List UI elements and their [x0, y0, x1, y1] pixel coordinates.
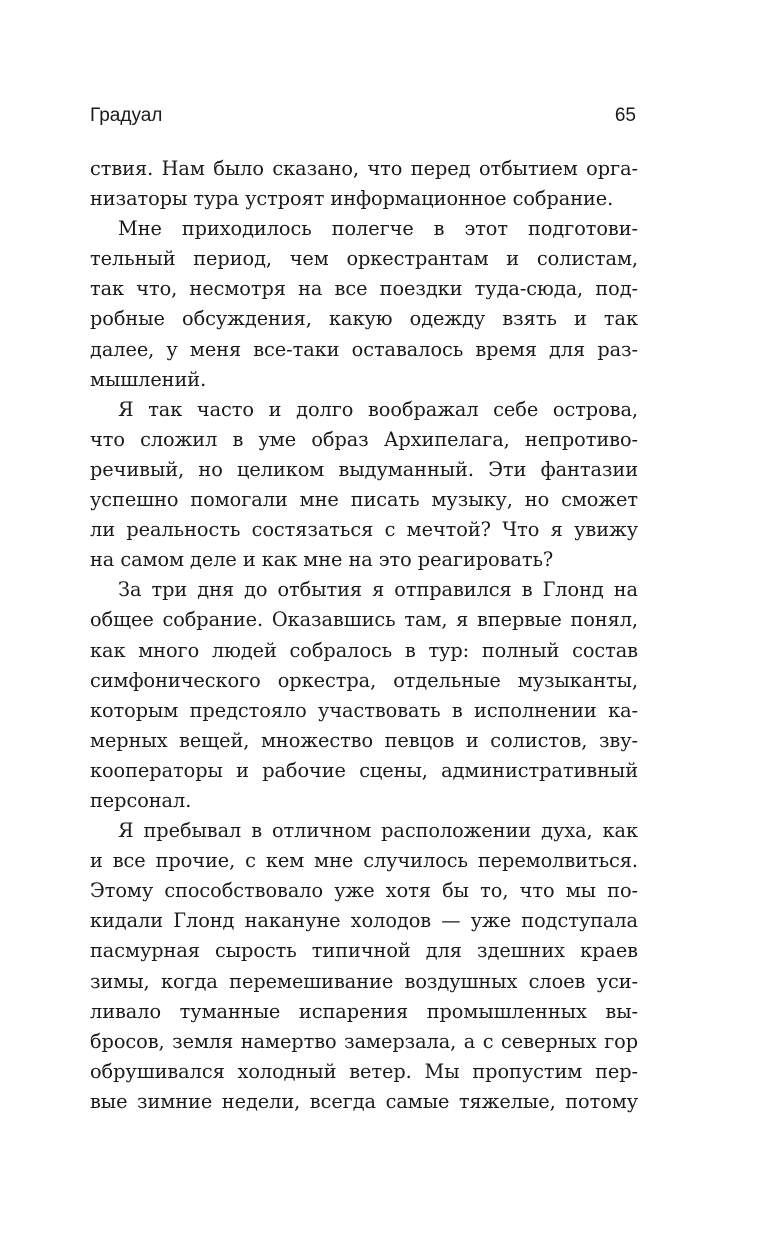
text-line: За три дня до отбытия я отправился в Глонд на [118, 578, 638, 602]
text-line: ствия. Нам было сказано, что перед отбытием орга- [90, 157, 638, 180]
text-line: низаторы тура устроят информационное собрание. [90, 187, 614, 211]
text-line: обрушивался холодный ветер. Мы пропустим пер- [90, 1059, 638, 1083]
text-line: общее собрание. Оказавшись там, я впервые понял, [90, 608, 638, 632]
text-line: речивый, но целиком выдуманный. Эти фантазии [90, 457, 638, 481]
text-line: и все прочие, с кем мне случилось перемолвиться. [90, 849, 638, 873]
text-line: пасмурная сырость типичной для здешних краев [90, 939, 638, 963]
text-line: вые зимние недели, всегда самые тяжелые, потому [90, 1089, 638, 1113]
page-number: 65 [614, 105, 636, 126]
text-line: кооператоры и рабочие сцены, административный [90, 758, 638, 782]
text-line: мерных вещей, множество певцов и солистов, зву- [90, 728, 638, 752]
body-text [90, 154, 638, 1117]
text-line: Я пребывал в отличном расположении духа, как [118, 819, 638, 843]
text-line: успешно помогали мне писать музыку, но сможет [90, 488, 638, 512]
text-line: тельный период, чем оркестрантам и солистам, [90, 247, 638, 271]
text-line: что сложил в уме образ Архипелага, непротиво- [90, 427, 638, 451]
text-line: Мне приходилось полегче в этот подготови- [118, 217, 638, 241]
text-line: бросов, земля намертво замерзала, а с северных гор [90, 1029, 638, 1053]
text-line: зимы, когда перемешивание воздушных слоев уси- [90, 969, 638, 993]
text-line: Я так часто и долго воображал себе острова, [118, 397, 638, 421]
text-line: персонал. [90, 788, 192, 812]
text-line: так что, несмотря на все поездки туда-сюда, под- [90, 277, 638, 301]
text-line: которым предстояло участвовать в исполнении ка- [90, 698, 638, 722]
text-line: Этому способствовало уже хотя бы то, что мы по- [90, 879, 638, 903]
text-line: ли реальность состязаться с мечтой? Что я увижу [90, 518, 638, 542]
text-line: робные обсуждения, какую одежду взять и так [90, 307, 638, 331]
text-line: на самом деле и как мне на это реагировать? [90, 548, 554, 572]
text-line: симфонического оркестра, отдельные музыканты, [90, 668, 638, 692]
running-head-title: Градуал [90, 105, 163, 126]
text-line: ливало туманные испарения промышленных вы- [90, 999, 638, 1023]
text-line: как много людей собралось в тур: полный состав [90, 638, 638, 662]
text-line: мышлений. [90, 367, 207, 391]
text-line: далее, у меня все-таки оставалось время для раз- [90, 337, 638, 361]
text-line: кидали Глонд накануне холодов — уже подступала [90, 909, 638, 933]
running-head [90, 102, 638, 130]
